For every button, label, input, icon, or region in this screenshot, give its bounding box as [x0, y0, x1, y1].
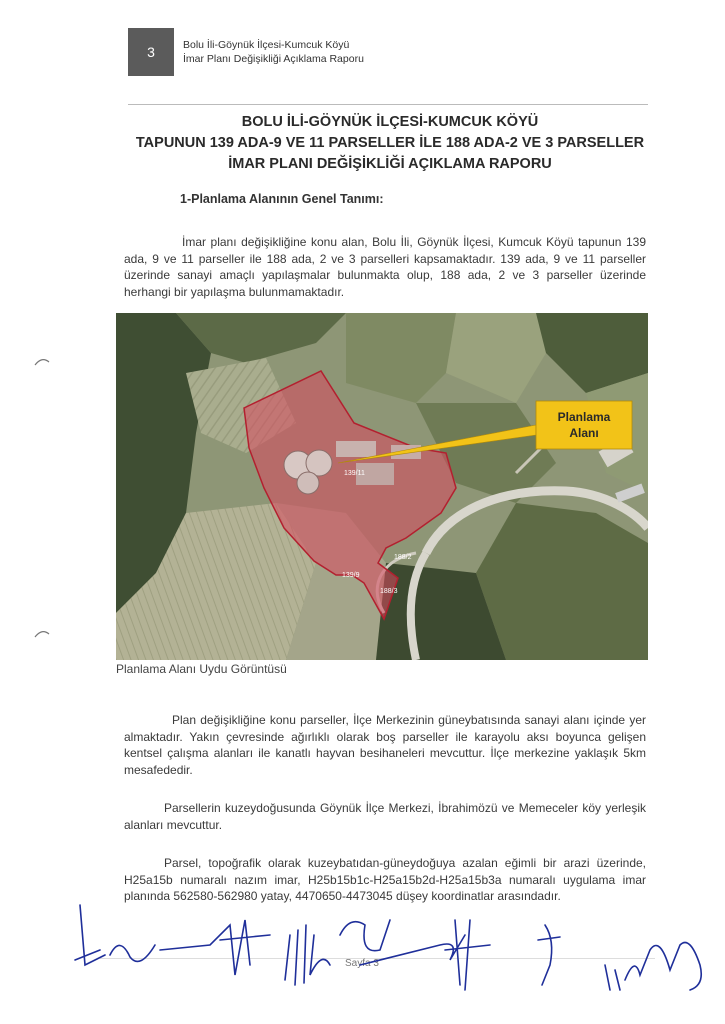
image-caption: Planlama Alanı Uydu Görüntüsü: [116, 662, 287, 676]
page-number-box: [128, 28, 174, 76]
signature-7: [605, 943, 701, 991]
callout-line2: Alanı: [569, 426, 599, 440]
running-header: [183, 38, 364, 66]
footer-page-label: Sayfa 3: [345, 958, 379, 969]
signature-4: [340, 920, 465, 965]
signature-2: [160, 920, 270, 975]
title-line3: İMAR PLANI DEĞİŞİKLİĞİ AÇIKLAMA RAPORU: [228, 156, 552, 172]
callout-line1: Planlama: [557, 410, 611, 424]
signatures: [60, 895, 720, 1015]
signature-6: [538, 925, 560, 985]
parcel-label-main: 139/11: [344, 470, 365, 477]
paragraph-3: Parsellerin kuzeydoğusunda Göynük İlçe Merkezi, İbrahimözü ve Memeceler köy yerleşik alanları mevcuttur.: [124, 801, 646, 832]
page-number: 3: [147, 44, 155, 60]
header-divider: [128, 104, 648, 105]
paragraph-4: Parsel, topoğrafik olarak kuzeybatıdan-güneydoğuya azalan eğimli bir arazi üzerinde, H25a15b numaralı nazım imar, H25b15b1c-H25a15b2d-H25a15b3a numaralı uygulama imar planında 562580-562980 yatay, 4470650-4473045 düşey koordinatlar arasındadır.: [124, 856, 646, 903]
parcel-label-a: 139/9: [342, 572, 360, 579]
running-header-line2: İmar Planı Değişikliği Açıklama Raporu: [183, 53, 364, 65]
section-heading: 1-Planlama Alanının Genel Tanımı:: [180, 192, 384, 206]
parcel-label-b: 188/2: [394, 554, 412, 561]
satellite-image: [116, 313, 648, 660]
paragraph-1: İmar planı değişikliğine konu alan, Bolu İli, Göynük İlçesi, Kumcuk Köyü tapunun 139 ada, 9 ve 11 parseller ile 188 ada, 2 ve 3 parselleri kapsamaktadır. 139 ada, 9 ve 11 parseller üzerinde sanayi amaçlı yapılaşmalar bulunmakta olup, 188 ada, 2 ve 3 parseller üzerinde herhangi bir yapılaşma bulunmamaktadır.: [124, 235, 646, 299]
punch-hole-mark: [34, 356, 50, 366]
paragraph-2: Plan değişikliğine konu parseller, İlçe Merkezinin güneybatısında sanayi alanı içinde yer almaktadır. Yakın çevresinde ağırlıklı olarak boş parseller ile karayolu aksı boyunca gelişen kentsel çalışma alanları ile kanatlı hayvan besihaneleri mevcuttur. İlçe merkezine yaklaşık 5km mesafededir.: [124, 713, 646, 777]
parcel-label-c: 188/3: [380, 588, 398, 595]
document-title: [120, 112, 660, 175]
punch-hole-mark: [34, 628, 50, 638]
signature-3: [285, 925, 330, 985]
title-line1: BOLU İLİ-GÖYNÜK İLÇESİ-KUMCUK KÖYÜ: [241, 114, 539, 130]
running-header-line1: Bolu İli-Göynük İlçesi-Kumcuk Köyü: [183, 39, 350, 51]
signature-1: [75, 905, 155, 965]
title-line2: TAPUNUN 139 ADA-9 VE 11 PARSELLER İLE 188 ADA-2 VE 3 PARSELLER: [135, 135, 645, 151]
